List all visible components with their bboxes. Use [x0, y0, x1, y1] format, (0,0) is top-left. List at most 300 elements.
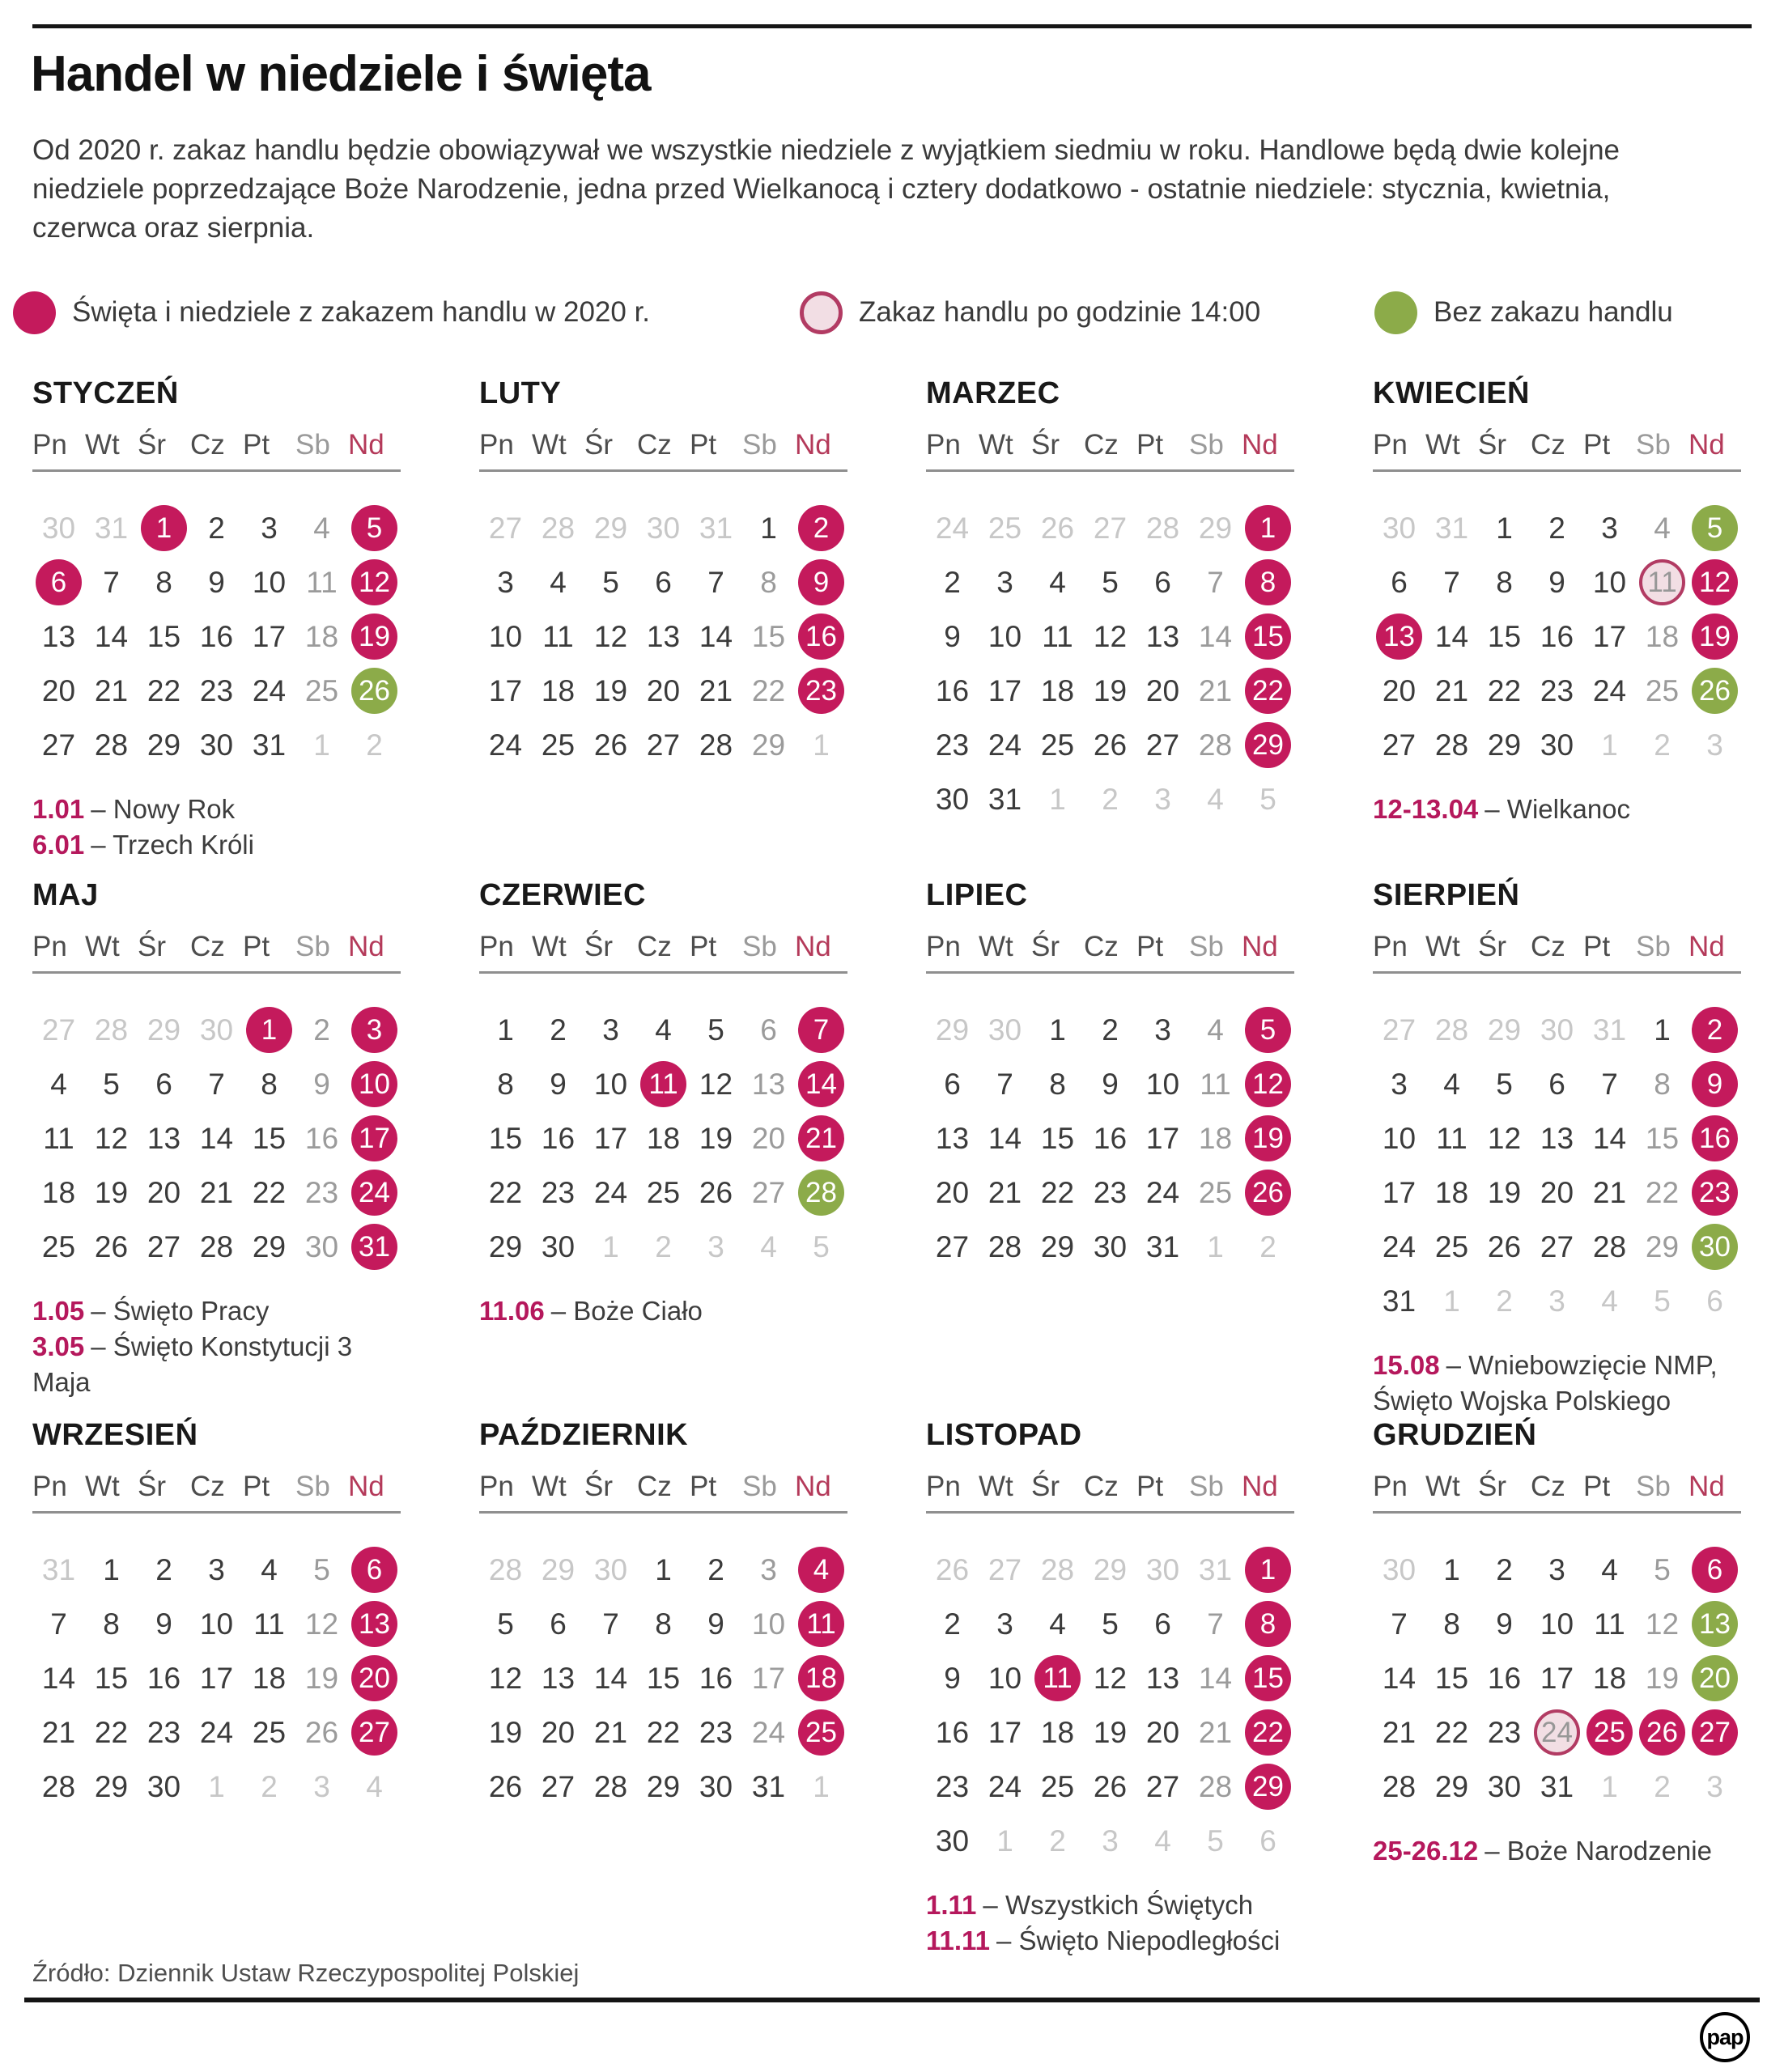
weekday-label: Nd: [1688, 931, 1725, 962]
day-cell-out: 2: [366, 728, 383, 762]
day-cell-day: 14: [1592, 1121, 1627, 1155]
day-cell-day: 5: [707, 1013, 724, 1047]
weekday-rule: [479, 971, 847, 974]
holiday-date: 11.06: [479, 1296, 545, 1326]
day-cell-day: 20: [541, 1715, 576, 1749]
month-wrzesień: [32, 1418, 410, 1814]
day-cell-day: 16: [1487, 1661, 1522, 1695]
weekday-label: Wt: [1425, 1471, 1460, 1502]
month-title: LUTY: [479, 376, 562, 410]
day-cell-out: 1: [313, 728, 330, 762]
month-grudzień: [1373, 1418, 1751, 1869]
weekday-header: [926, 429, 1294, 461]
day-cell-ban: [1031, 1651, 1084, 1705]
day-cell-day: 3: [1154, 1013, 1171, 1047]
day-cell-day: 3: [1601, 511, 1618, 545]
ban-day-circle: 11: [640, 1061, 686, 1107]
day-cell-day: 7: [50, 1607, 67, 1641]
day-cell-out: 4: [1601, 1284, 1618, 1318]
day-cell-day: 7: [707, 565, 724, 599]
day-cell-day: 13: [41, 619, 76, 653]
day-cell-day: 27: [1382, 728, 1417, 762]
day-cell-day: 4: [1049, 565, 1066, 599]
day-cell-ban: [243, 1003, 295, 1057]
ban-day-circle: 8: [1245, 1601, 1291, 1647]
weekday-rule: [32, 469, 401, 472]
day-cell-day: 16: [935, 1715, 970, 1749]
day-cell-out: 30: [646, 511, 681, 545]
weekday-label: Wt: [532, 1471, 567, 1502]
weekday-label: Wt: [85, 429, 120, 461]
day-cell-day: 5: [1102, 565, 1119, 599]
day-cell-day: 18: [541, 673, 576, 707]
day-cell-day: 4: [50, 1067, 67, 1101]
day-cell-day: 7: [1391, 1607, 1408, 1641]
day-cell-sat: 6: [760, 1013, 777, 1047]
day-cell-day: 15: [1487, 619, 1522, 653]
week-row: [1373, 1543, 1741, 1597]
free-day-circle: 5: [1692, 505, 1738, 551]
day-cell-half: [1636, 555, 1688, 609]
day-cell-day: 2: [155, 1552, 172, 1586]
day-cell-day: 22: [488, 1175, 523, 1209]
day-cell-day: 28: [41, 1769, 76, 1803]
day-cell-day: 10: [199, 1607, 234, 1641]
day-cell-day: 28: [94, 728, 129, 762]
day-cell-day: 23: [147, 1715, 181, 1749]
weekday-label: Pn: [926, 1471, 961, 1502]
holiday-date: 11.11: [926, 1926, 990, 1955]
day-cell-out: 2: [1049, 1824, 1066, 1858]
day-cell-ban: [1242, 609, 1294, 664]
weekday-label: Pt: [1136, 931, 1164, 962]
day-cell-day: 30: [935, 782, 970, 816]
day-cell-day: 3: [996, 1607, 1013, 1641]
day-cell-sat: 29: [751, 728, 786, 762]
week-row: [1373, 1274, 1741, 1328]
day-cell-day: 6: [550, 1607, 567, 1641]
holiday-name: – Nowy Rok: [91, 794, 236, 824]
day-cell-day: 28: [988, 1229, 1022, 1263]
month-title: LIPIEC: [926, 878, 1028, 912]
day-cell-ban: [138, 501, 190, 555]
day-cell-day: 22: [1040, 1175, 1075, 1209]
day-cell-day: 2: [1102, 1013, 1119, 1047]
day-cell-day: 29: [646, 1769, 681, 1803]
day-cell-out: 4: [1207, 782, 1224, 816]
day-cell-out: 5: [1654, 1284, 1671, 1318]
day-cell-sat: 22: [1645, 1175, 1680, 1209]
day-cell-sat: 14: [1198, 619, 1233, 653]
day-cell-day: 20: [1145, 673, 1180, 707]
free-circle-icon: [1374, 291, 1417, 334]
ban-day-circle: 6: [36, 559, 82, 605]
day-cell-day: 17: [1382, 1175, 1417, 1209]
weekday-label: Cz: [1531, 1471, 1565, 1502]
weekday-rule: [479, 469, 847, 472]
day-cell-ban: [1688, 1111, 1741, 1166]
day-cell-free: [1688, 501, 1741, 555]
day-cell-ban: [32, 555, 85, 609]
week-row: [926, 1597, 1294, 1651]
day-cell-sat: 16: [304, 1121, 339, 1155]
weekday-label: Sb: [1636, 931, 1671, 962]
day-cell-out: 27: [988, 1552, 1022, 1586]
free-day-circle: 26: [1692, 668, 1738, 714]
week-row: [926, 772, 1294, 826]
day-cell-day: 31: [1382, 1284, 1417, 1318]
day-cell-day: 24: [1145, 1175, 1180, 1209]
week-row: [926, 555, 1294, 609]
day-cell-day: 6: [655, 565, 672, 599]
day-cell-out: 4: [366, 1769, 383, 1803]
weekday-label: Pn: [1373, 1471, 1408, 1502]
weekday-rule: [32, 1511, 401, 1514]
legend-label-after14: Zakaz handlu po godzinie 14:00: [859, 296, 1261, 328]
day-cell-day: 30: [935, 1824, 970, 1858]
half-day-circle: 24: [1534, 1709, 1580, 1756]
day-cell-ban: [795, 1543, 847, 1597]
day-cell-day: 19: [94, 1175, 129, 1209]
day-cell-day: 11: [43, 1121, 74, 1155]
day-cell-out: 31: [41, 1552, 76, 1586]
day-cell-day: 25: [646, 1175, 681, 1209]
weekday-label: Pt: [1583, 1471, 1611, 1502]
day-cell-day: 3: [208, 1552, 225, 1586]
weekday-label: Wt: [1425, 931, 1460, 962]
day-cell-out: 31: [1198, 1552, 1233, 1586]
day-cell-day: 29: [1434, 1769, 1469, 1803]
holiday-date: 15.08: [1373, 1350, 1440, 1380]
weekday-label: Nd: [1242, 931, 1278, 962]
day-cell-out: 6: [1706, 1284, 1723, 1318]
day-cell-out: 25: [988, 511, 1022, 545]
day-cell-day: 29: [488, 1229, 523, 1263]
day-cell-day: 8: [1443, 1607, 1460, 1641]
day-cell-ban: [348, 1057, 401, 1111]
day-cell-day: 24: [1382, 1229, 1417, 1263]
holiday-notes: [1373, 792, 1747, 827]
day-cell-free: [1688, 664, 1741, 718]
day-cell-ban: [1688, 1166, 1741, 1220]
day-cell-day: 2: [550, 1013, 567, 1047]
week-row: [479, 1760, 847, 1814]
ban-day-circle: 5: [1245, 1007, 1291, 1053]
day-cell-sat: 12: [1645, 1607, 1680, 1641]
weekday-header: [926, 1471, 1294, 1503]
day-cell-day: 17: [988, 673, 1022, 707]
day-cell-day: 11: [1594, 1607, 1625, 1641]
day-cell-sat: 5: [1654, 1552, 1671, 1586]
day-cell-day: 18: [41, 1175, 76, 1209]
day-cell-day: 27: [541, 1769, 576, 1803]
ban-day-circle: 11: [798, 1601, 844, 1647]
day-cell-day: 28: [1434, 728, 1469, 762]
weekday-label: Cz: [637, 931, 672, 962]
day-cell-day: 13: [1145, 1661, 1180, 1695]
day-cell-out: 28: [1040, 1552, 1075, 1586]
weeks: [32, 1543, 410, 1814]
day-cell-day: 10: [1540, 1607, 1574, 1641]
day-cell-day: 14: [699, 619, 733, 653]
week-row: [1373, 1597, 1741, 1651]
holiday-name: – Wszystkich Świętych: [983, 1890, 1254, 1920]
day-cell-day: 25: [1040, 728, 1075, 762]
weekday-label: Wt: [979, 1471, 1013, 1502]
day-cell-day: 19: [593, 673, 628, 707]
weekday-header: [479, 429, 847, 461]
day-cell-sat: 11: [306, 565, 338, 599]
day-cell-day: 23: [935, 1769, 970, 1803]
page-title: Handel w niedziele i święta: [31, 46, 651, 102]
weekday-label: Pt: [243, 1471, 270, 1502]
month-listopad: [926, 1418, 1304, 1959]
week-row: [926, 1220, 1294, 1274]
day-cell-day: 20: [1382, 673, 1417, 707]
day-cell-out: 31: [699, 511, 733, 545]
week-row: [926, 718, 1294, 772]
day-cell-day: 23: [1093, 1175, 1128, 1209]
weekday-label: Śr: [1031, 429, 1060, 461]
ban-day-circle: 21: [798, 1115, 844, 1161]
day-cell-day: 12: [1487, 1121, 1522, 1155]
weekday-label: Wt: [979, 429, 1013, 461]
day-cell-sat: 25: [304, 673, 339, 707]
ban-day-circle: 26: [1245, 1170, 1291, 1216]
weekday-header: [32, 931, 401, 963]
day-cell-day: 30: [1540, 728, 1574, 762]
day-cell-day: 10: [593, 1067, 628, 1101]
day-cell-day: 15: [252, 1121, 287, 1155]
day-cell-day: 10: [252, 565, 287, 599]
day-cell-day: 9: [1102, 1067, 1119, 1101]
day-cell-day: 26: [1093, 728, 1128, 762]
day-cell-out: 2: [1654, 1769, 1671, 1803]
weekday-label: Pn: [479, 931, 514, 962]
day-cell-ban: [1688, 1003, 1741, 1057]
weekday-label: Wt: [532, 429, 567, 461]
week-row: [1373, 555, 1741, 609]
week-row: [926, 1814, 1294, 1868]
day-cell-ban: [795, 1597, 847, 1651]
weekday-header: [479, 1471, 847, 1503]
month-maj: [32, 878, 410, 1400]
weekday-label: Śr: [1478, 931, 1506, 962]
day-cell-day: 24: [488, 728, 523, 762]
day-cell-ban: [1688, 1543, 1741, 1597]
day-cell-ban: [1636, 1705, 1688, 1760]
day-cell-ban: [795, 1057, 847, 1111]
weekday-label: Pt: [1583, 429, 1611, 461]
ban-day-circle: 26: [1639, 1709, 1685, 1756]
day-cell-day: 8: [655, 1607, 672, 1641]
day-cell-day: 20: [935, 1175, 970, 1209]
day-cell-day: 2: [707, 1552, 724, 1586]
day-cell-day: 29: [1487, 728, 1522, 762]
weekday-label: Pt: [690, 1471, 717, 1502]
day-cell-out: 1: [208, 1769, 225, 1803]
day-cell-day: 24: [1592, 673, 1627, 707]
day-cell-out: 30: [1382, 1552, 1417, 1586]
weekday-label: Pt: [1583, 931, 1611, 962]
day-cell-out: 3: [707, 1229, 724, 1263]
weekday-label: Cz: [637, 1471, 672, 1502]
day-cell-day: 10: [1382, 1121, 1417, 1155]
weekday-label: Śr: [584, 1471, 613, 1502]
day-cell-day: 21: [1592, 1175, 1627, 1209]
weekday-header: [1373, 1471, 1741, 1503]
holiday-note: [1373, 1348, 1747, 1419]
day-cell-day: 26: [593, 728, 628, 762]
ban-day-circle: 29: [1245, 722, 1291, 768]
day-cell-out: 5: [1207, 1824, 1224, 1858]
day-cell-out: 28: [488, 1552, 523, 1586]
day-cell-out: 29: [541, 1552, 576, 1586]
day-cell-ban: [1242, 1597, 1294, 1651]
bottom-divider: [24, 1998, 1760, 2002]
day-cell-ban: [348, 609, 401, 664]
ban-day-circle: 13: [351, 1601, 397, 1647]
weekday-label: Pn: [926, 429, 961, 461]
holiday-note: [32, 1293, 406, 1329]
day-cell-ban: [1242, 664, 1294, 718]
weeks: [1373, 1543, 1751, 1814]
day-cell-sat: 28: [1198, 1769, 1233, 1803]
day-cell-free: [795, 1166, 847, 1220]
day-cell-out: 3: [1706, 728, 1723, 762]
day-cell-sat: 4: [313, 511, 330, 545]
weekday-rule: [1373, 971, 1741, 974]
day-cell-day: 14: [1434, 619, 1469, 653]
week-row: [1373, 1057, 1741, 1111]
week-row: [926, 1651, 1294, 1705]
day-cell-out: 2: [261, 1769, 278, 1803]
week-row: [32, 1057, 401, 1111]
day-cell-day: 23: [699, 1715, 733, 1749]
weekday-rule: [1373, 1511, 1741, 1514]
day-cell-day: 4: [261, 1552, 278, 1586]
day-cell-day: 25: [252, 1715, 287, 1749]
month-title: GRUDZIEŃ: [1373, 1418, 1537, 1452]
day-cell-out: 3: [1102, 1824, 1119, 1858]
day-cell-ban: [348, 555, 401, 609]
day-cell-day: 7: [1601, 1067, 1618, 1101]
week-row: [32, 1651, 401, 1705]
day-cell-out: 28: [1434, 1013, 1469, 1047]
day-cell-day: 15: [488, 1121, 523, 1155]
day-cell-sat: 15: [751, 619, 786, 653]
weekday-label: Sb: [742, 429, 777, 461]
day-cell-day: 5: [103, 1067, 120, 1101]
day-cell-day: 21: [94, 673, 129, 707]
day-cell-day: 31: [1540, 1769, 1574, 1803]
weekday-label: Cz: [1084, 931, 1119, 962]
day-cell-day: 9: [707, 1607, 724, 1641]
weekday-label: Śr: [138, 931, 166, 962]
day-cell-day: 27: [646, 728, 681, 762]
day-cell-day: 5: [1496, 1067, 1513, 1101]
ban-day-circle: 19: [351, 614, 397, 660]
weekday-label: Nd: [795, 429, 831, 461]
weekday-rule: [32, 971, 401, 974]
holiday-notes: [926, 1887, 1300, 1959]
weekday-label: Pn: [32, 429, 67, 461]
day-cell-ban: [1242, 718, 1294, 772]
day-cell-out: 1: [996, 1824, 1013, 1858]
day-cell-ban: [1688, 555, 1741, 609]
day-cell-ban: [1242, 1705, 1294, 1760]
ban-day-circle: 4: [798, 1547, 844, 1593]
weeks: [479, 501, 857, 772]
day-cell-day: 1: [103, 1552, 120, 1586]
day-cell-day: 9: [208, 565, 225, 599]
week-row: [32, 1111, 401, 1166]
day-cell-day: 28: [699, 728, 733, 762]
week-row: [479, 718, 847, 772]
ban-day-circle: 2: [798, 505, 844, 551]
day-cell-day: 7: [103, 565, 120, 599]
weeks: [926, 1003, 1304, 1274]
day-cell-day: 7: [208, 1067, 225, 1101]
day-cell-day: 3: [602, 1013, 619, 1047]
day-cell-sat: 21: [1198, 673, 1233, 707]
week-row: [926, 664, 1294, 718]
weekday-header: [1373, 931, 1741, 963]
weekday-header: [32, 1471, 401, 1503]
day-cell-day: 16: [199, 619, 234, 653]
day-cell-day: 27: [935, 1229, 970, 1263]
day-cell-out: 30: [988, 1013, 1022, 1047]
day-cell-day: 12: [488, 1661, 523, 1695]
legend-label-ban: Święta i niedziele z zakazem handlu w 2020 r.: [72, 296, 651, 328]
day-cell-sat: 17: [751, 1661, 786, 1695]
day-cell-ban: [637, 1057, 690, 1111]
holiday-date: 12-13.04: [1373, 794, 1479, 824]
ban-day-circle: 22: [1245, 1709, 1291, 1756]
ban-day-circle: 18: [798, 1655, 844, 1701]
day-cell-sat: 2: [313, 1013, 330, 1047]
week-row: [32, 1220, 401, 1274]
weekday-label: Pn: [926, 931, 961, 962]
ban-day-circle: 10: [351, 1061, 397, 1107]
ban-day-circle: 6: [351, 1547, 397, 1593]
day-cell-ban: [795, 609, 847, 664]
day-cell-ban: [1373, 609, 1425, 664]
source-line: Źródło: Dziennik Ustaw Rzeczypospolitej Polskiej: [32, 1959, 580, 1987]
holiday-notes: [479, 1293, 853, 1329]
day-cell-out: 29: [147, 1013, 181, 1047]
day-cell-day: 4: [1049, 1607, 1066, 1641]
month-title: STYCZEŃ: [32, 376, 179, 410]
month-luty: [479, 376, 857, 772]
weekday-label: Pt: [243, 429, 270, 461]
day-cell-day: 17: [593, 1121, 628, 1155]
weeks: [32, 1003, 410, 1274]
day-cell-day: 26: [699, 1175, 733, 1209]
week-row: [1373, 1220, 1741, 1274]
day-cell-day: 7: [996, 1067, 1013, 1101]
holiday-notes: [32, 792, 406, 863]
weekday-label: Pt: [243, 931, 270, 962]
holiday-note: [1373, 1833, 1747, 1869]
day-cell-day: 15: [147, 619, 181, 653]
week-row: [926, 501, 1294, 555]
weekday-label: Pt: [690, 429, 717, 461]
day-cell-ban: [348, 1111, 401, 1166]
day-cell-day: 10: [988, 619, 1022, 653]
ban-day-circle: 1: [246, 1007, 292, 1053]
day-cell-day: 26: [1487, 1229, 1522, 1263]
